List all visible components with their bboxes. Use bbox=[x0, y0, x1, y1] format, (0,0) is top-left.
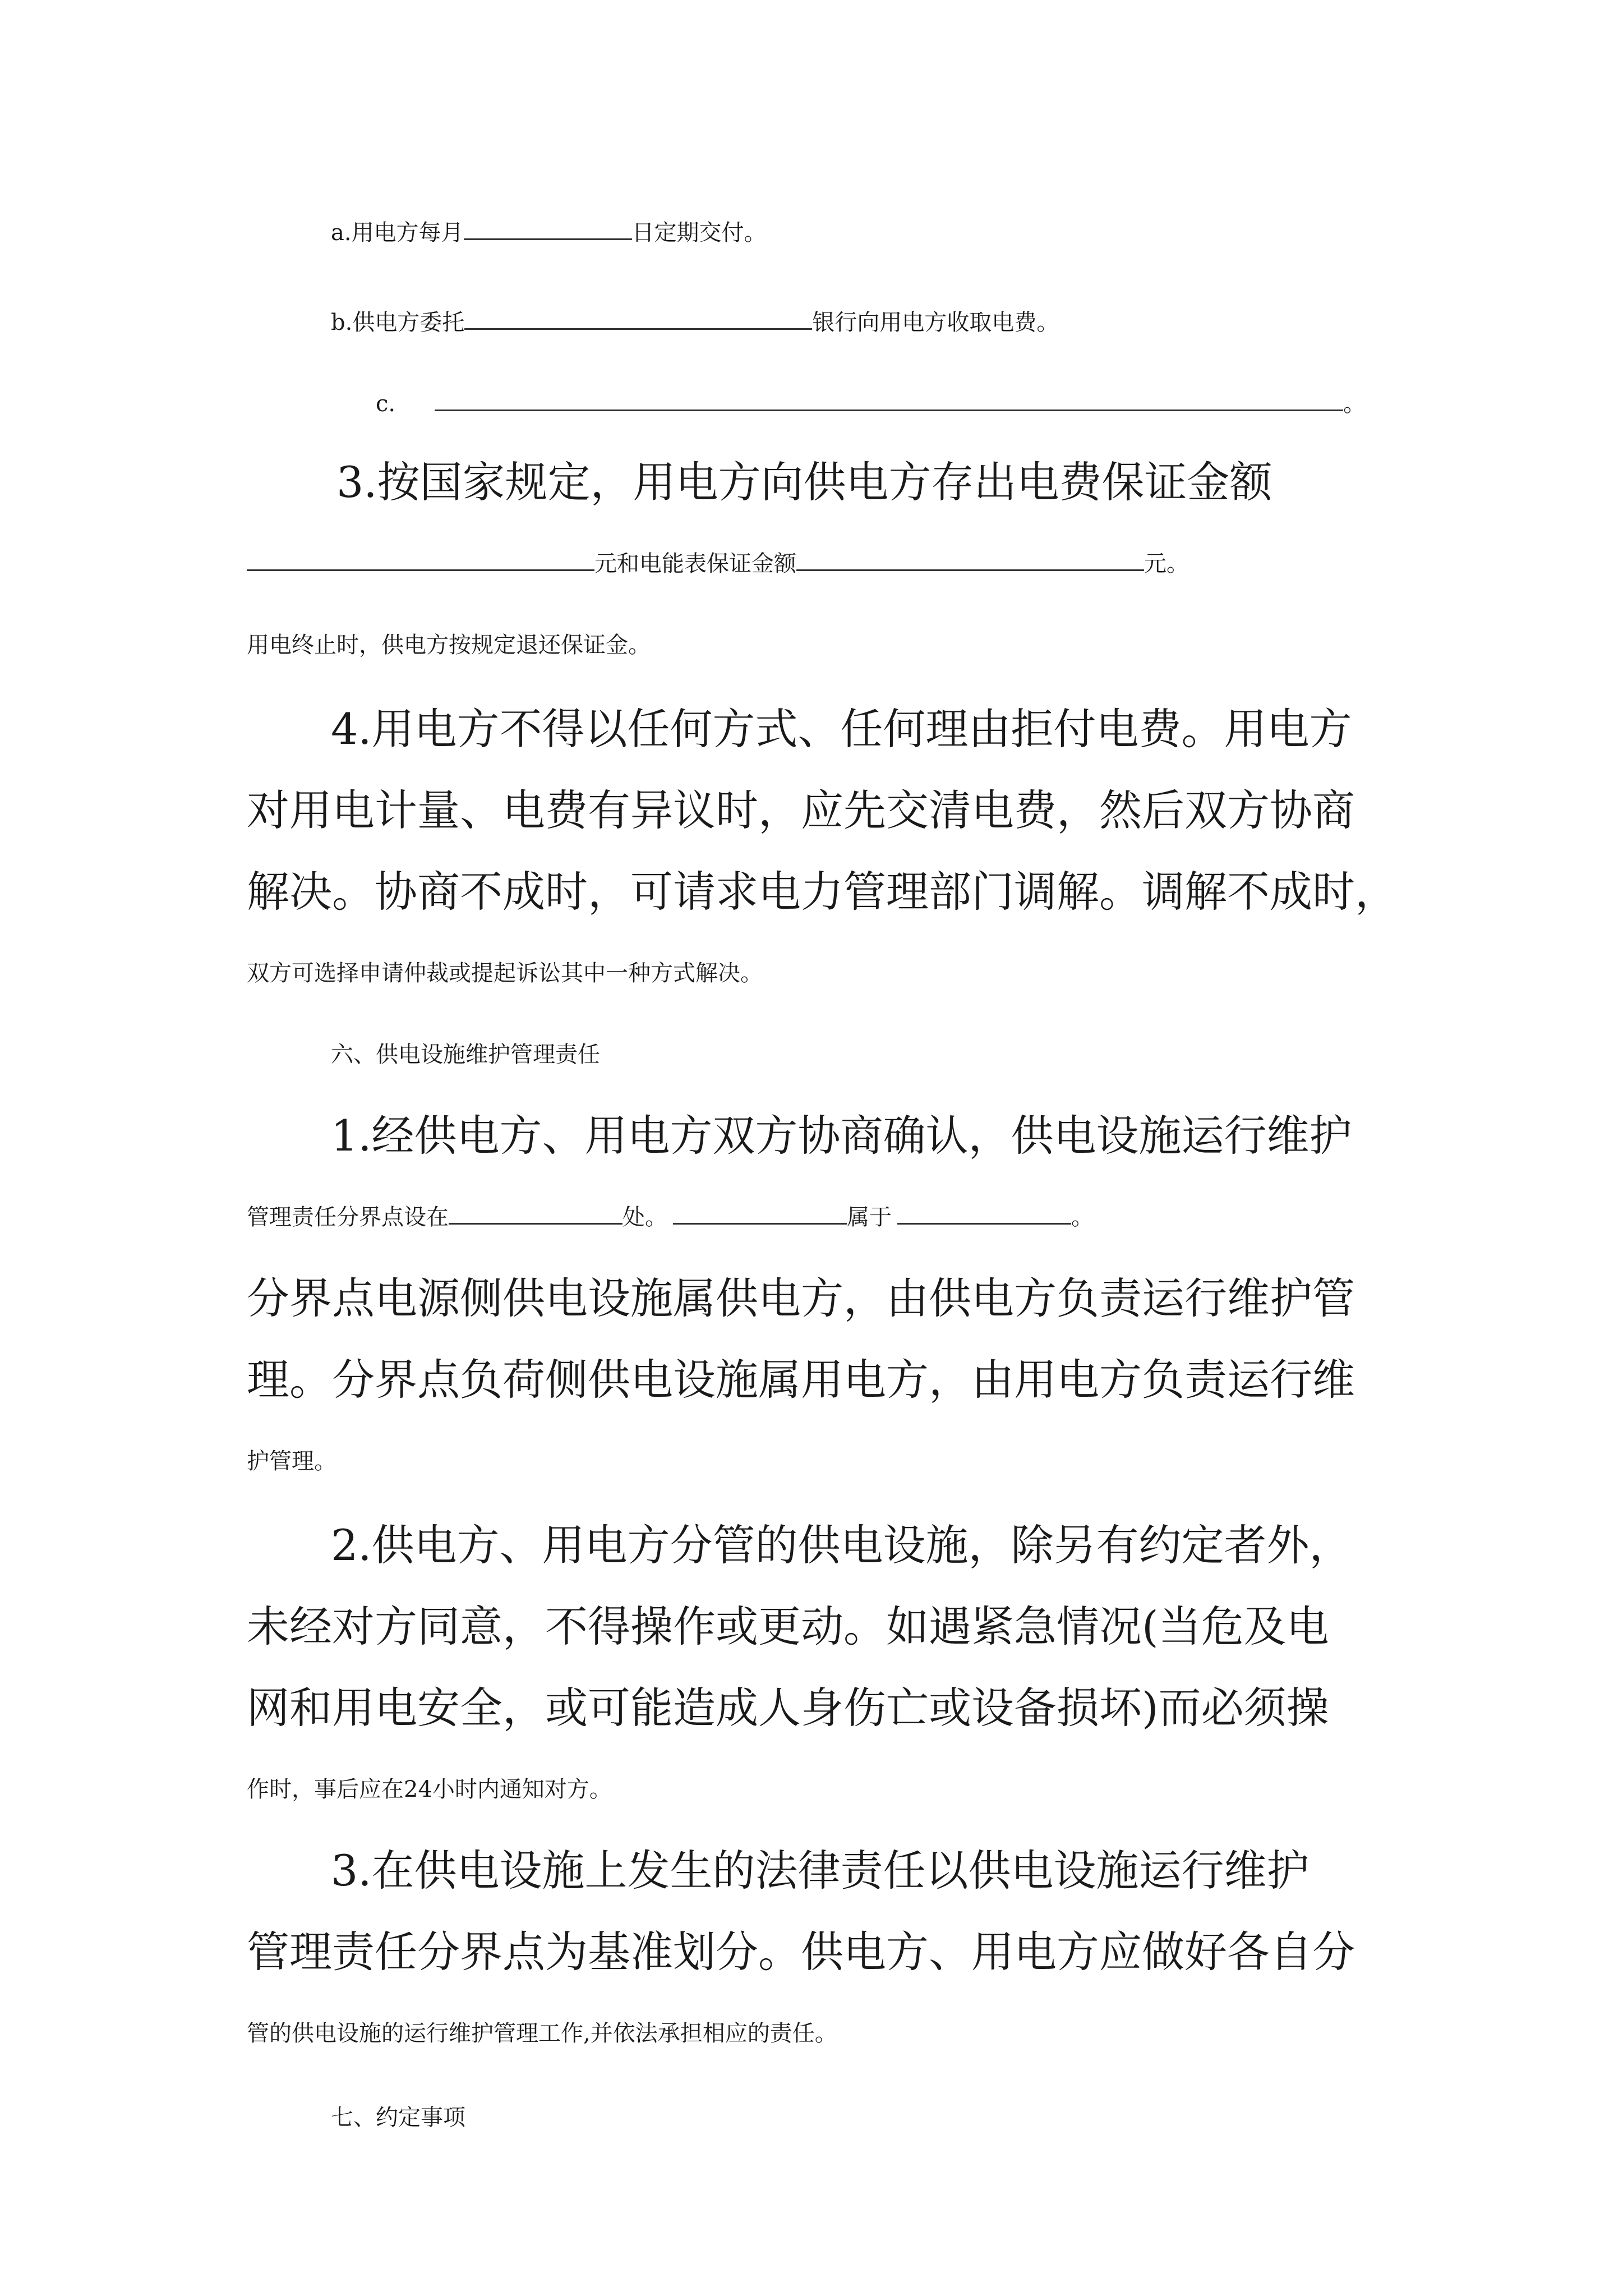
text: a.用电方每月 bbox=[331, 220, 464, 246]
paragraph-line bbox=[0, 1994, 1623, 2073]
paragraph-line bbox=[0, 1422, 1623, 1501]
text: 银行向用电方收取电费。 bbox=[812, 310, 1059, 335]
text: 。 bbox=[1343, 391, 1366, 417]
line-deposit-2 bbox=[0, 524, 1623, 603]
text: 七、约定事项 bbox=[331, 2105, 465, 2131]
text: 元和电能表保证金额 bbox=[594, 551, 796, 577]
line-boundary-point bbox=[0, 1178, 1623, 1257]
paragraph-line bbox=[0, 606, 1623, 684]
text: 分界点电源侧供电设施属供电方，由供电方负责运行维护管 bbox=[247, 1273, 1355, 1323]
text: 护管理。 bbox=[247, 1448, 336, 1474]
text: 元。 bbox=[1144, 551, 1189, 577]
text: 1.经供电方、用电方双方协商确认，供电设施运行维护 bbox=[331, 1111, 1352, 1161]
blank-other bbox=[435, 374, 1343, 411]
text: 对用电计量、电费有异议时，应先交清电费，然后双方协商 bbox=[247, 785, 1355, 835]
text: 网和用电安全，或可能造成人身伤亡或设备损坏)而必须操 bbox=[247, 1683, 1329, 1733]
section-heading-6 bbox=[0, 1015, 1623, 1094]
blank-bank bbox=[464, 292, 812, 330]
blank-fee-deposit bbox=[247, 533, 594, 571]
paragraph-line bbox=[0, 690, 1377, 769]
text: 用电终止时，供电方按规定退还保证金。 bbox=[247, 632, 651, 658]
text: 处。 bbox=[623, 1204, 667, 1230]
line-payment-c bbox=[0, 365, 1623, 443]
paragraph-line bbox=[0, 853, 1398, 931]
text: 解决。协商不成时，可请求电力管理部门调解。调解不成时， bbox=[247, 867, 1398, 917]
paragraph-line bbox=[0, 1588, 1377, 1666]
section-heading-7 bbox=[0, 2078, 1623, 2157]
text: 。 bbox=[1071, 1204, 1094, 1230]
paragraph-line bbox=[0, 1506, 1377, 1585]
text: 管的供电设施的运行维护管理工作,并依法承担相应的责任。 bbox=[247, 2021, 837, 2046]
text: b.供电方委托 bbox=[331, 310, 465, 335]
text: 管理责任分界点为基准划分。供电方、用电方应做好各自分 bbox=[247, 1927, 1355, 1977]
text: 理。分界点负荷侧供电设施属用电方，由用电方负责运行维 bbox=[247, 1355, 1355, 1405]
blank-owner bbox=[897, 1187, 1071, 1225]
text: 3.按国家规定，用电方向供电方存出电费保证金额 bbox=[336, 457, 1272, 507]
paragraph-line bbox=[0, 1341, 1377, 1419]
text: 管理责任分界点设在 bbox=[247, 1204, 449, 1230]
text: 4.用电方不得以任何方式、任何理由拒付电费。用电方 bbox=[331, 704, 1352, 754]
paragraph-line bbox=[0, 771, 1377, 850]
text: 3.在供电设施上发生的法律责任以供电设施运行维护 bbox=[331, 1846, 1310, 1895]
paragraph-line bbox=[0, 1259, 1377, 1338]
text: c. bbox=[376, 391, 396, 417]
paragraph-line bbox=[0, 1913, 1377, 1991]
text: 六、供电设施维护管理责任 bbox=[331, 1042, 600, 1068]
text: 双方可选择申请仲裁或提起诉讼其中一种方式解决。 bbox=[247, 960, 763, 986]
blank-meter-deposit bbox=[796, 533, 1144, 571]
blank-day bbox=[464, 203, 632, 240]
blank-boundary-location bbox=[449, 1187, 623, 1225]
paragraph-line bbox=[0, 1832, 1377, 1910]
paragraph-line bbox=[0, 1097, 1377, 1175]
paragraph-line bbox=[0, 1750, 1623, 1829]
paragraph-line bbox=[0, 1669, 1377, 1747]
text: 2.供电方、用电方分管的供电设施，除另有约定者外， bbox=[331, 1520, 1352, 1570]
line-payment-b bbox=[0, 283, 1623, 362]
text: 未经对方同意，不得操作或更动。如遇紧急情况(当危及电 bbox=[247, 1602, 1329, 1651]
line-payment-a bbox=[0, 194, 1623, 272]
line-deposit-1 bbox=[0, 443, 1371, 522]
text: 作时，事后应在24小时内通知对方。 bbox=[247, 1777, 612, 1802]
paragraph-line bbox=[0, 934, 1623, 1013]
text: 属于 bbox=[847, 1204, 892, 1230]
text: 日定期交付。 bbox=[631, 220, 767, 246]
blank-facility bbox=[673, 1187, 847, 1225]
